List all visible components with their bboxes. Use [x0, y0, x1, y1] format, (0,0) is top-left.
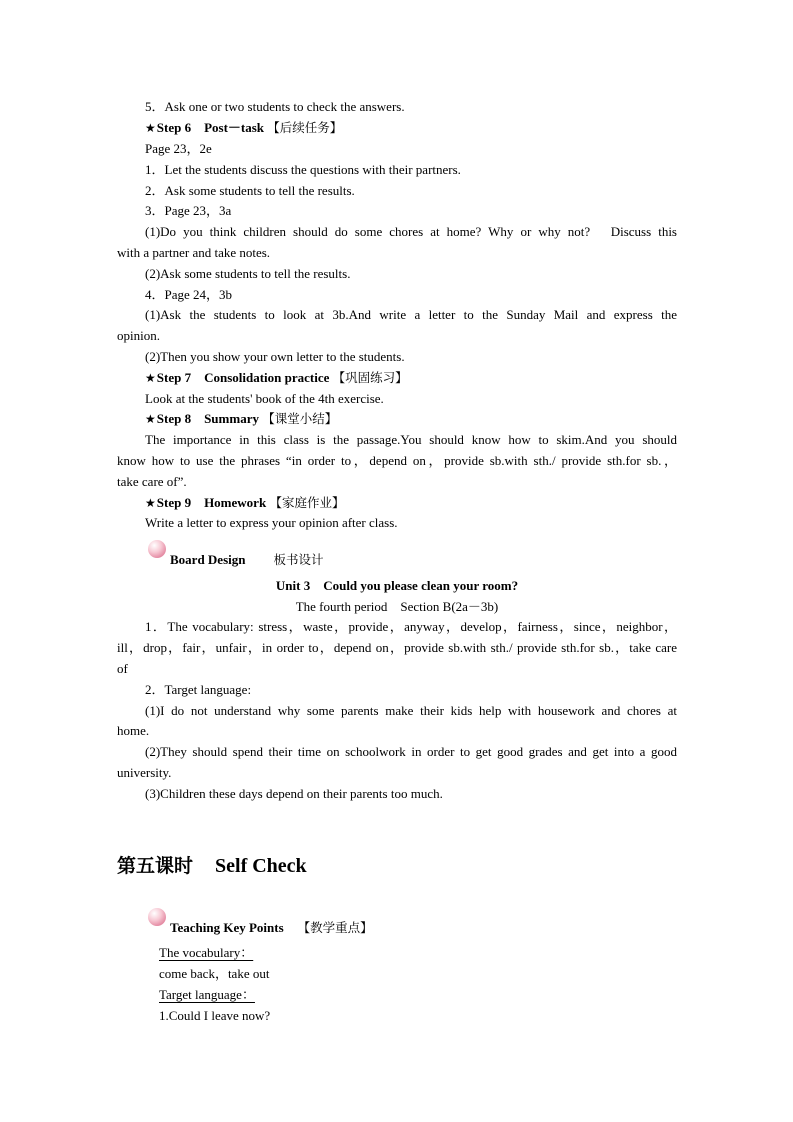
step6-item1: 1．Let the students discuss the questions with their partners.	[145, 162, 461, 177]
step9-text: Write a letter to express your opinion after class.	[145, 515, 398, 530]
step6-item3: 3．Page 23，3a	[145, 203, 232, 218]
star-icon: ★	[145, 412, 156, 426]
star-icon: ★	[145, 121, 156, 135]
board-target-1a: (1)I do not understand why some parents make their kids help with housework and chores at	[145, 703, 677, 718]
key-points-heading: Teaching Key Points 【教学重点】	[170, 920, 373, 935]
step6-item3-2: (2)Ask some students to tell the results.	[145, 266, 351, 281]
step5-item5: 5．Ask one or two students to check the answers.	[145, 99, 405, 114]
step8-text-b: know how to use the phrases “in order to，depend on，provide sb.with sth./ provide sth.for sb.，	[117, 453, 677, 468]
step7-heading: ★Step 7 Consolidation practice 【巩固练习】	[145, 370, 408, 385]
step6-item3-1b: with a partner and take notes.	[117, 245, 271, 260]
step9-heading: ★Step 9 Homework 【家庭作业】	[145, 495, 345, 510]
board-design-heading: Board Design 板书设计	[170, 552, 324, 567]
board-target-heading: 2．Target language:	[145, 682, 252, 697]
step6-item4-1b: opinion.	[117, 328, 160, 343]
board-unit-title: Unit 3 Could you please clean your room?	[275, 578, 519, 593]
step7-text: Look at the students' book of the 4th exercise.	[145, 391, 384, 406]
step8-heading: ★Step 8 Summary 【课堂小结】	[145, 411, 338, 426]
kp-vocab-items: come back，take out	[159, 966, 270, 981]
step6-item3-1a: (1)Do you think children should do some chores at home? Why or why not? Discuss this	[145, 224, 677, 239]
flower-bullet-icon	[148, 908, 166, 926]
kp-target-1: 1.Could I leave now?	[159, 1008, 271, 1023]
step6-item4-1a: (1)Ask the students to look at 3b.And write a letter to the Sunday Mail and express the	[145, 307, 677, 322]
board-target-2b: university.	[117, 765, 172, 780]
step8-text-c: take care of”.	[117, 474, 187, 489]
board-target-2a: (2)They should spend their time on schoolwork in order to get good grades and get into a good	[145, 744, 677, 759]
board-vocab-a: 1．The vocabulary: stress，waste，provide，anyway，develop，fairness，since，neighbor，	[145, 619, 677, 634]
star-icon: ★	[145, 371, 156, 385]
step8-text-a: The importance in this class is the passage.You should know how to skim.And you should	[145, 432, 677, 447]
step6-item2: 2．Ask some students to tell the results.	[145, 183, 355, 198]
kp-vocab-label: The vocabulary：	[159, 945, 254, 960]
step6-item4-2: (2)Then you show your own letter to the students.	[145, 349, 405, 364]
board-target-3: (3)Children these days depend on their parents too much.	[145, 786, 443, 801]
board-vocab-c: of	[117, 661, 128, 676]
step6-page: Page 23，2e	[145, 141, 212, 156]
flower-bullet-icon	[148, 540, 166, 558]
step6-item4: 4．Page 24，3b	[145, 287, 233, 302]
star-icon: ★	[145, 496, 156, 510]
board-target-1b: home.	[117, 723, 150, 738]
board-period: The fourth period Section B(2a－3b)	[295, 599, 499, 614]
board-vocab-b: ill，drop，fair，unfair，in order to，depend on，provide sb.with sth./ provide sth.for sb.，take care	[117, 640, 677, 655]
section-title: 第五课时 Self Check	[117, 855, 307, 877]
step6-heading: ★Step 6 Post－task 【后续任务】	[145, 120, 343, 135]
kp-target-label: Target language：	[159, 987, 255, 1002]
